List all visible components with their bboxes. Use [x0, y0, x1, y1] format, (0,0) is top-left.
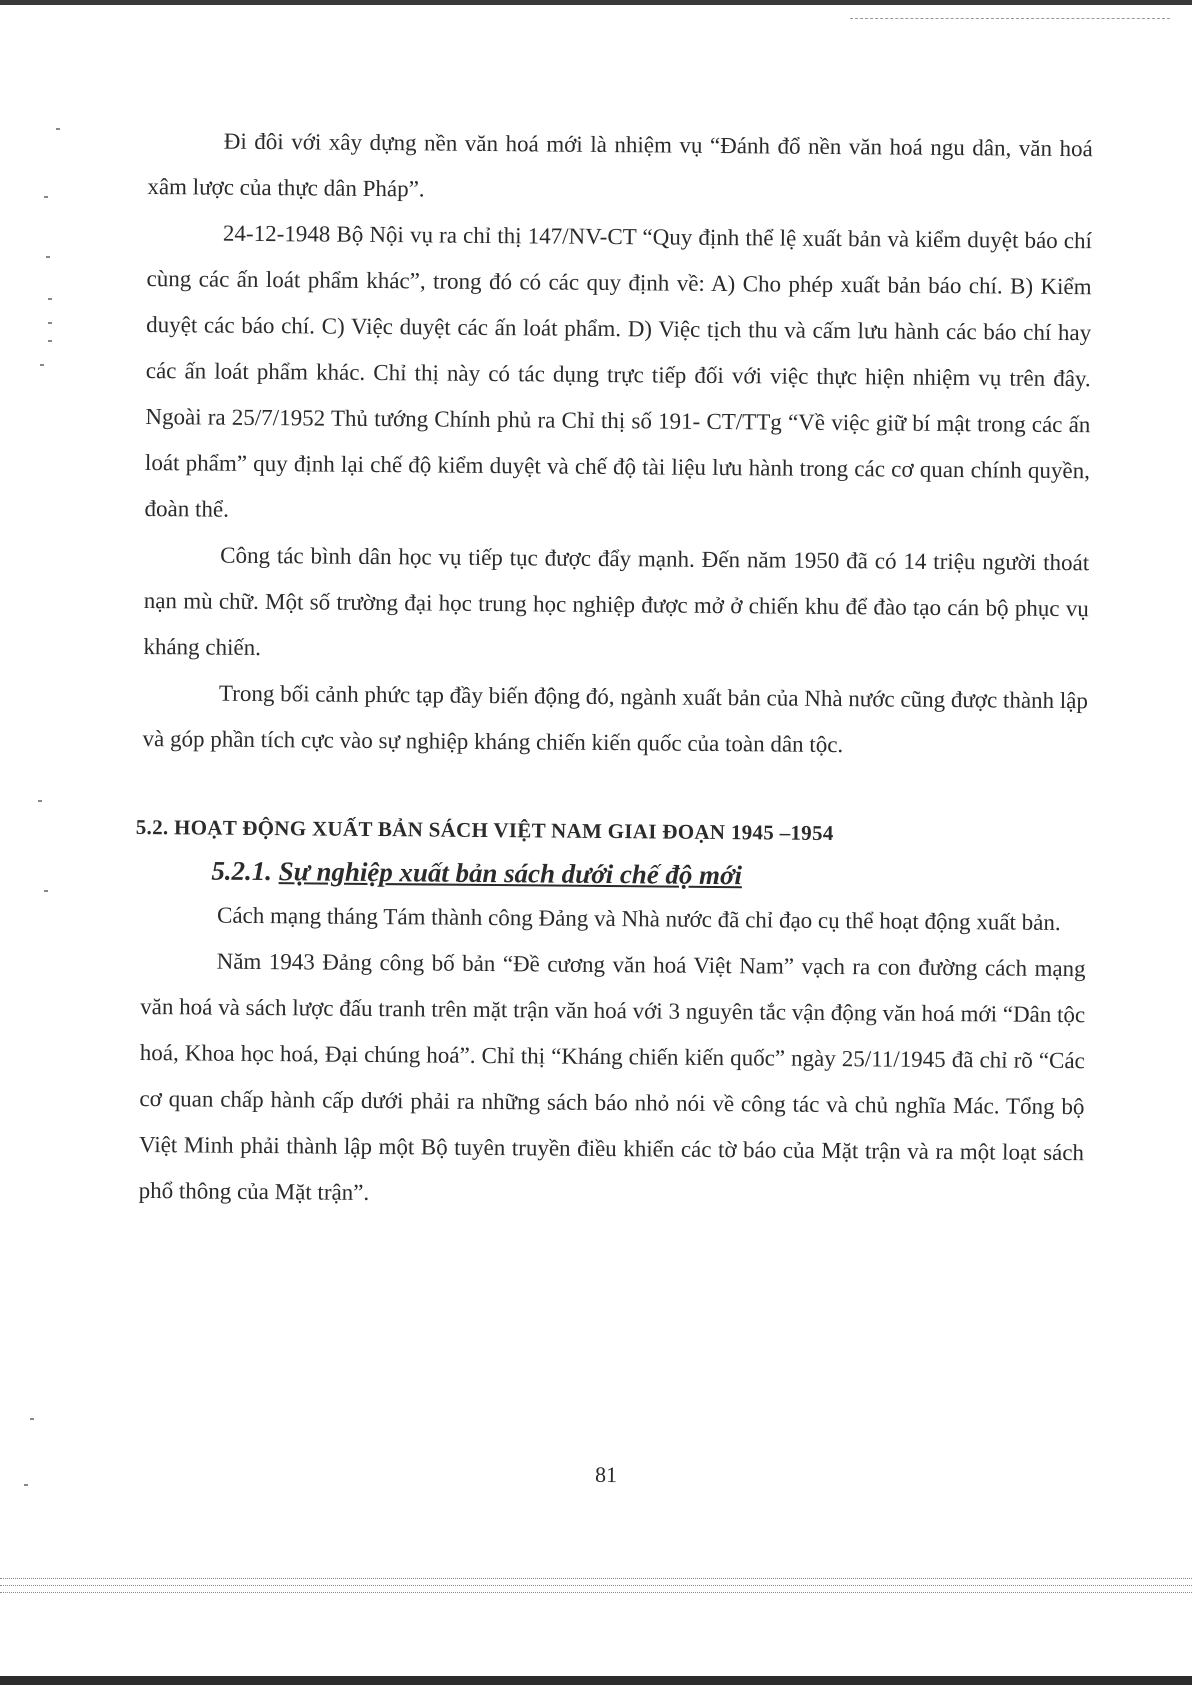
paragraph: Trong bối cảnh phức tạp đầy biến động đó, ngành xuất bản của Nhà nước cũng được thành lập và góp phần tích cực vào sự nghiệp kháng chiến kiến quốc của toàn dân tộc.	[142, 680, 1089, 758]
scan-noise-lines	[0, 1578, 1192, 1608]
paragraph: Năm 1943 Đảng công bố bản “Đề cương văn hoá Việt Nam” vạch ra con đường cách mạng văn hoá và sách lược đấu tranh trên mặt trận văn hoá với 3 nguyên tắc vận động văn hoá mới “Dân tộc hoá, Khoa học hoá, Đại chúng hoá”. Chỉ thị “Kháng chiến kiến quốc” ngày 25/11/1945 đã chỉ rõ “Các cơ quan chấp hành cấp dưới phải ra những sách báo nhỏ nói về công tác và chủ nghĩa Mác. Tổng bộ Việt Minh phải thành lập một Bộ tuyên truyền điều khiển các tờ báo của Mặt trận và ra một loạt sách phổ thông của Mặt trận”.	[138, 948, 1086, 1205]
subsection-number: 5.2.1.	[211, 855, 273, 887]
scan-edge-top	[0, 0, 1192, 5]
subsection-title: Sự nghiệp xuất bản sách dưới chế độ mới	[278, 856, 743, 891]
document-page	[135, 118, 1093, 1222]
paragraph: Công tác bình dân học vụ tiếp tục được đẩy mạnh. Đến năm 1950 đã có 14 triệu người thoát nạn mù chữ. Một số trường đại học trung học nghiệp được mở ở chiến khu để đào tạo cán bộ phục vụ kháng chiến.	[143, 542, 1090, 661]
page-number: 81	[594, 1461, 618, 1488]
scan-edge-bottom	[0, 1676, 1192, 1685]
section-heading: 5.2. HOẠT ĐỘNG XUẤT BẢN SÁCH VIỆT NAM GIAI ĐOẠN 1945 –1954	[135, 814, 834, 846]
paragraph: Cách mạng tháng Tám thành công Đảng và Nhà nước đã chỉ đạo cụ thể hoạt động xuất bản.	[216, 902, 1061, 935]
paragraph: 24-12-1948 Bộ Nội vụ ra chỉ thị 147/NV-CT “Quy định thể lệ xuất bản và kiểm duyệt báo chí cùng các ấn loát phẩm khác”, trong đó có các quy định về: A) Cho phép xuất bản báo chí. B) Kiểm duyệt các báo chí. C) Việc duyệt các ấn loát phẩm. D) Việc tịch thu và cấm lưu hành các báo chí hay các ấn loát phẩm khác. Chỉ thị này có tác dụng trực tiếp đối với việc thực hiện nhiệm vụ trên đây. Ngoài ra 25/7/1952 Thủ tướng Chính phủ ra Chỉ thị số 191- CT/TTg “Về việc giữ bí mật trong các ấn loát phẩm” quy định lại chế độ kiểm duyệt và chế độ tài liệu lưu hành trong các cơ quan chính quyền, đoàn thể.	[144, 220, 1093, 522]
subsection-heading	[211, 849, 1086, 901]
paragraph: Đi đôi với xây dựng nền văn hoá mới là nhiệm vụ “Đánh đổ nền văn hoá ngu dân, văn hoá xâm lược của thực dân Pháp”.	[147, 128, 1093, 202]
scan-edge-dash	[850, 18, 1170, 19]
